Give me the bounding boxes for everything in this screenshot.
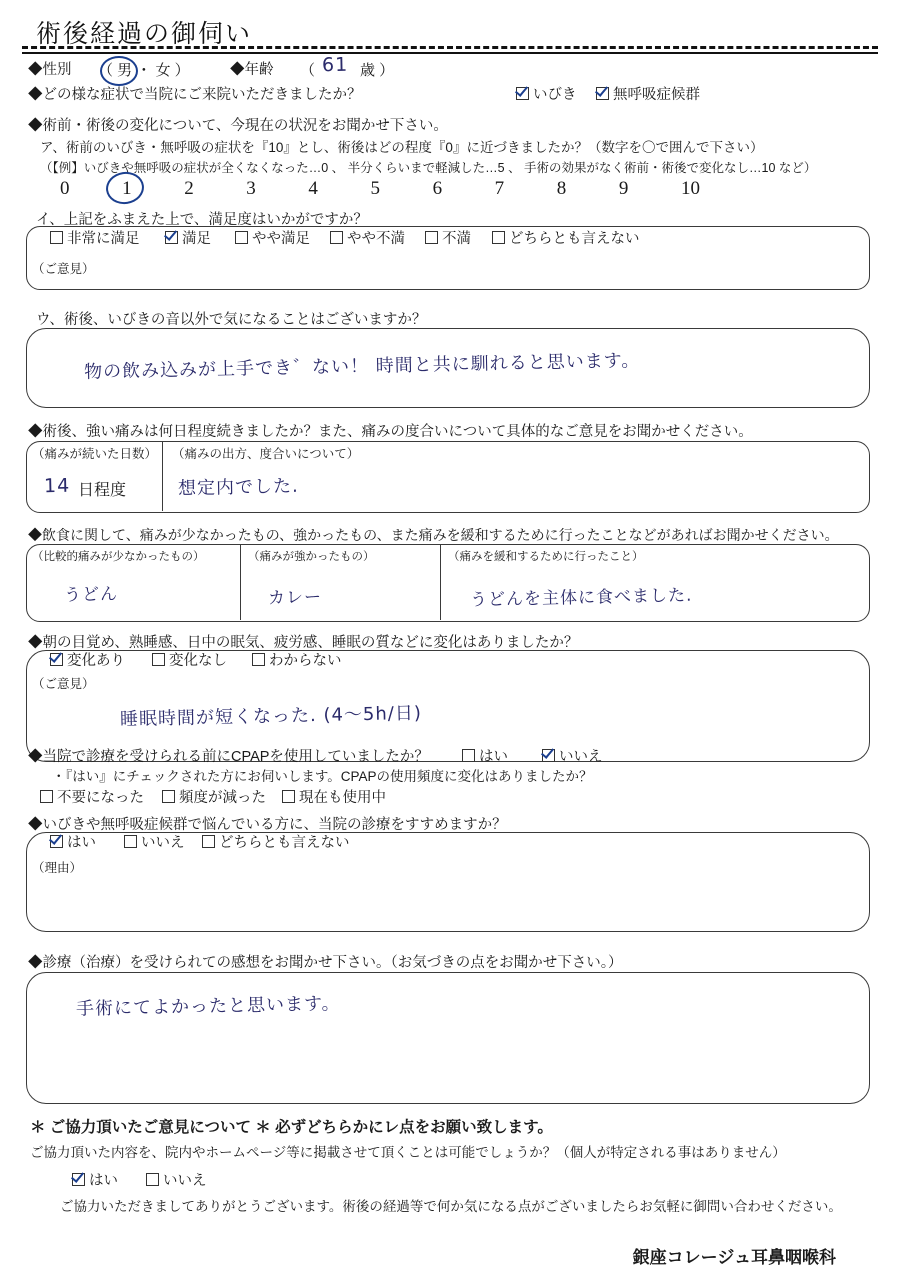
checkbox-consent-yes[interactable] <box>72 1173 85 1186</box>
satisfaction-opt-3-label: やや不満 <box>347 231 405 247</box>
recommend-label: ◆いびきや無呼吸症候群で悩んでいる方に、当院の診療をすすめますか？ <box>28 817 507 833</box>
cpap-sub-opt-2[interactable] <box>282 789 386 809</box>
checkbox-neither[interactable] <box>492 231 505 244</box>
checkbox-recommend-neither[interactable] <box>202 835 215 848</box>
scale-1[interactable]: 1 <box>122 178 132 199</box>
food-label: ◆飲食に関して、痛みが少なかったもの、強かったもの、また痛みを緩和するために行ったことなどがあればお聞かせください。 <box>28 527 839 543</box>
cpap-sub-opt-1[interactable] <box>162 789 266 809</box>
cpap-opt-yes-label: はい <box>479 749 508 765</box>
other-label: ウ、術後、いびきの音以外で気になることはございますか？ <box>36 312 427 328</box>
pain-days-unit: 日程度 <box>78 482 127 499</box>
checkbox-somewhat-satisfied[interactable] <box>235 231 248 244</box>
scale-3[interactable]: 3 <box>246 178 256 199</box>
recommend-opt-2[interactable] <box>202 834 350 854</box>
symptom-option-apnea-label: 無呼吸症候群 <box>613 87 700 103</box>
age-unit: 歳 ） <box>360 62 395 79</box>
checkbox-cpap-yes[interactable] <box>462 749 475 762</box>
sleep-opt-2[interactable] <box>252 652 342 672</box>
food-col2-value[interactable]: カレー <box>267 587 323 609</box>
title-divider-solid <box>22 52 878 54</box>
pain-days-value[interactable]: 14 <box>43 474 71 498</box>
checkbox-cpap-reduced[interactable] <box>162 790 175 803</box>
recommend-opt-2-label: どちらとも言えない <box>219 835 350 851</box>
checkbox-somewhat-dissatisfied[interactable] <box>330 231 343 244</box>
recommend-opt-1[interactable] <box>124 834 185 854</box>
scale-7[interactable]: 7 <box>494 178 505 199</box>
checkbox-unknown[interactable] <box>252 653 265 666</box>
impression-value[interactable]: 手術にてよかったと思います。 <box>75 993 341 1020</box>
satisfaction-opt-0-label: 非常に満足 <box>67 231 140 247</box>
pain-col2-label: （痛みの出方、度合いについて） <box>172 447 360 461</box>
consent-thanks: ご協力いただきましてありがとうございます。術後の経過等で何か気になる点がございましたらお気軽に御問い合わせください。 <box>60 1199 842 1214</box>
impression-label: ◆診療（治療）を受けられての感想をお聞かせ下さい。（お気づきの点をお聞かせ下さい。） <box>28 955 623 971</box>
other-answer-value[interactable]: 物の飲み込みが上手でき゛ない！ 時間と共に馴れると思います。 <box>83 350 641 383</box>
consent-star-line: ＊ ご協力頂いたご意見について ＊ 必ずどちらかにレ点をお願い致します。 <box>30 1119 553 1136</box>
satisfaction-opt-5-label: どちらとも言えない <box>509 231 640 247</box>
cpap-label: ◆当院で診療を受けられる前にCPAPを使用していましたか？ <box>28 749 429 765</box>
food-col1-label: （比較的痛みが少なかったもの） <box>32 551 205 563</box>
food-col3-value[interactable]: うどんを主体に食べました. <box>469 585 693 611</box>
recommend-opt-1-label: いいえ <box>141 835 185 851</box>
food-col3-label: （痛みを緩和するために行ったこと） <box>448 551 644 563</box>
scale-0[interactable]: 0 <box>60 178 70 199</box>
checkbox-dissatisfied[interactable] <box>425 231 438 244</box>
scale-10[interactable]: 10 <box>680 178 700 199</box>
satisfaction-opt-2[interactable] <box>235 230 310 250</box>
checkbox-cpap-still-using[interactable] <box>282 790 295 803</box>
checkbox-unchanged[interactable] <box>152 653 165 666</box>
symptom-option-snoring[interactable] <box>516 86 577 106</box>
gender-selected-circle[interactable] <box>100 56 138 86</box>
cpap-sub-opt-1-label: 頻度が減った <box>179 790 266 806</box>
scale-4[interactable]: 4 <box>308 178 318 199</box>
recommend-reason-label: （理由） <box>32 861 83 875</box>
sleep-opt-1-label: 変化なし <box>169 653 227 669</box>
checkbox-recommend-yes[interactable] <box>50 835 63 848</box>
satisfaction-opt-3[interactable] <box>330 230 405 250</box>
pain-col1-label: （痛みが続いた日数） <box>32 447 158 461</box>
cpap-sub-label: ・『はい』にチェックされた方にお伺いします。CPAPの使用頻度に変化はありましたか？ <box>52 769 593 784</box>
satisfaction-opt-1-label: 満足 <box>182 231 211 247</box>
food-col2-label: （痛みが強かったもの） <box>248 551 375 563</box>
gender-label: ◆性別 <box>28 62 72 78</box>
satisfaction-opt-4-label: 不満 <box>442 231 471 247</box>
age-label: ◆年齢 <box>230 62 274 78</box>
recommend-opt-0-label: はい <box>67 835 96 851</box>
satisfaction-opt-1[interactable] <box>165 230 211 250</box>
scale-2[interactable]: 2 <box>184 178 194 199</box>
consent-opt-no[interactable] <box>146 1172 207 1192</box>
gender-options: （ 男 ・ 女 ） <box>98 62 190 79</box>
cpap-opt-no-label: いいえ <box>559 749 603 765</box>
checkbox-recommend-no[interactable] <box>124 835 137 848</box>
checkbox-changed[interactable] <box>50 653 63 666</box>
food-divider-2 <box>440 544 441 620</box>
change-line-a-example: （【例】いびきや無呼吸の症状が全くなくなった…0 、 半分くらいまで軽減した…5 、 手術の効果がなく術前・術後で変化なし…10 など） <box>40 161 817 175</box>
satisfaction-label: イ、上記をふまえた上で、満足度はいかがですか？ <box>36 212 368 228</box>
cpap-sub-opt-0-label: 不要になった <box>57 790 144 806</box>
recommend-opt-0[interactable] <box>50 834 96 854</box>
checkbox-very-satisfied[interactable] <box>50 231 63 244</box>
change-line-a: ア、術前のいびき・無呼吸の症状を『10』とし、術後はどの程度『0』に近づきましたか？（数字を〇で囲んで下さい） <box>40 140 764 155</box>
change-heading: ◆術前・術後の変化について、今現在の状況をお聞かせ下さい。 <box>28 118 448 134</box>
cpap-sub-opt-2-label: 現在も使用中 <box>299 790 386 806</box>
pain-box-divider <box>162 441 163 511</box>
pain-label: ◆術後、強い痛みは何日程度続きましたか？また、痛みの度合いについて具体的なご意見をお聞かせください。 <box>28 424 753 440</box>
scale-8[interactable]: 8 <box>556 178 567 199</box>
severity-scale[interactable] <box>60 178 700 200</box>
sleep-comment-value[interactable]: 睡眠時間が短くなった. (4～5h/日) <box>119 702 423 731</box>
food-divider-1 <box>240 544 241 620</box>
scale-9[interactable]: 9 <box>618 178 629 199</box>
symptom-option-snoring-label: いびき <box>533 87 577 103</box>
satisfaction-comment-label: （ご意見） <box>32 262 95 276</box>
symptom-option-apnea[interactable] <box>596 86 700 106</box>
sleep-opt-0[interactable] <box>50 652 125 672</box>
checkbox-snoring[interactable] <box>516 87 529 100</box>
consent-opt-yes[interactable] <box>72 1172 118 1192</box>
checkbox-consent-no[interactable] <box>146 1173 159 1186</box>
cpap-opt-no[interactable] <box>542 748 603 768</box>
satisfaction-opt-2-label: やや満足 <box>252 231 310 247</box>
sleep-label: ◆朝の目覚め、熟睡感、日中の眠気、疲労感、睡眠の質などに変化はありましたか？ <box>28 635 579 651</box>
sleep-comment-label: （ご意見） <box>32 677 95 691</box>
page-title: 術後経過の御伺い <box>36 19 253 48</box>
food-col1-value[interactable]: うどん <box>63 584 119 606</box>
scale-6[interactable]: 6 <box>432 178 443 199</box>
sleep-opt-1[interactable] <box>152 652 227 672</box>
checkbox-apnea[interactable] <box>596 87 609 100</box>
scale-5[interactable]: 5 <box>370 178 380 199</box>
satisfaction-opt-5[interactable] <box>492 230 640 250</box>
consent-opt-yes-label: はい <box>89 1173 118 1189</box>
pain-detail-value[interactable]: 想定内でした. <box>177 475 299 500</box>
symptom-label: ◆どの様な症状で当院にご来院いただきましたか？ <box>28 87 362 103</box>
title-divider-dashed <box>22 46 878 49</box>
age-open-paren: （ <box>300 62 316 79</box>
impression-box <box>26 972 870 1104</box>
checkbox-satisfied[interactable] <box>165 231 178 244</box>
cpap-sub-opt-0[interactable] <box>40 789 144 809</box>
age-value[interactable]: 61 <box>321 53 349 77</box>
consent-opt-no-label: いいえ <box>163 1173 207 1189</box>
checkbox-cpap-unneeded[interactable] <box>40 790 53 803</box>
satisfaction-opt-4[interactable] <box>425 230 471 250</box>
sleep-opt-2-label: わからない <box>269 653 342 669</box>
consent-note: ご協力頂いた内容を、院内やホームページ等に掲載させて頂くことは可能でしょうか？（個人が特定される事はありません） <box>30 1145 786 1160</box>
cpap-opt-yes[interactable] <box>462 748 508 768</box>
checkbox-cpap-no[interactable] <box>542 749 555 762</box>
sleep-opt-0-label: 変化あり <box>67 653 125 669</box>
clinic-name: 銀座コレージュ耳鼻咽喉科 <box>632 1248 836 1268</box>
satisfaction-opt-0[interactable] <box>50 230 140 250</box>
